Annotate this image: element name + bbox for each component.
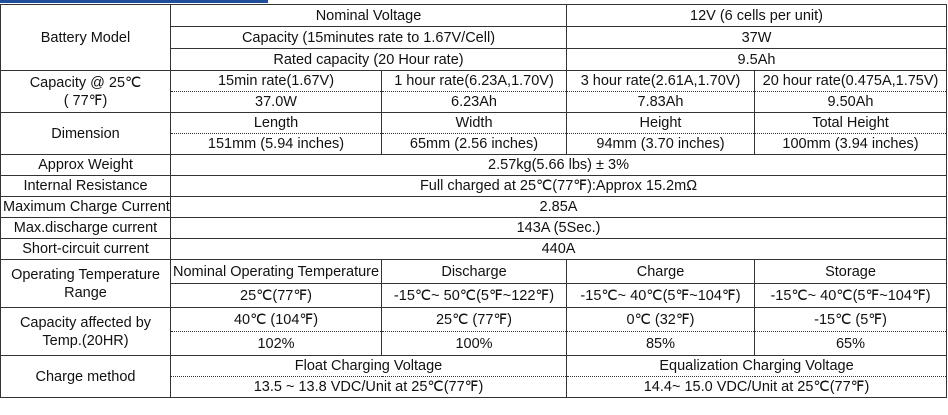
dimension-value: 94mm (3.70 inches) (567, 134, 755, 155)
operating-temp-value: -15℃~ 40℃(5℉~104℉) (567, 284, 755, 308)
capacity-rate-header: 15min rate(1.67V) (171, 71, 382, 92)
capacity-temp-value: 102% (171, 332, 382, 356)
capacity-rate-value: 6.23Ah (382, 92, 567, 113)
capacity-temp-condition: -15℃ (5℉) (755, 308, 947, 332)
capacity-25-label-line2: ( 77℉) (63, 92, 108, 109)
equalization-charging-header: Equalization Charging Voltage (567, 356, 947, 377)
capacity-15min-value: 37W (567, 27, 947, 49)
row-operating-temp-headers (1, 260, 947, 284)
dimension-header: Height (567, 113, 755, 134)
charge-method-label: Charge method (1, 356, 171, 398)
max-charge-current-value: 2.85A (171, 197, 947, 218)
max-discharge-current-value: 143A (5Sec.) (171, 218, 947, 239)
dimension-header: Width (382, 113, 567, 134)
capacity-temp-label (1, 308, 171, 356)
row-nominal-voltage (1, 5, 947, 27)
row-capacity-rate-headers (1, 71, 947, 92)
operating-temp-header: Storage (755, 260, 947, 284)
capacity-temp-value: 85% (567, 332, 755, 356)
row-short-circuit-current (1, 239, 947, 260)
dimension-value: 151mm (5.94 inches) (171, 134, 382, 155)
operating-temp-header: Nominal Operating Temperature (171, 260, 382, 284)
battery-model-label: Battery Model (1, 5, 171, 71)
approx-weight-value: 2.57kg(5.66 lbs) ± 3% (171, 155, 947, 176)
capacity-rate-header: 3 hour rate(2.61A,1.70V) (567, 71, 755, 92)
max-discharge-current-label: Max.discharge current (1, 218, 171, 239)
capacity-temp-value: 65% (755, 332, 947, 356)
approx-weight-label: Approx Weight (1, 155, 171, 176)
operating-temp-header: Charge (567, 260, 755, 284)
capacity-temp-condition: 25℃ (77℉) (382, 308, 567, 332)
row-capacity-temp-conditions (1, 308, 947, 332)
max-charge-current-label: Maximum Charge Current (1, 197, 171, 218)
capacity-temp-condition: 40℃ (104℉) (171, 308, 382, 332)
operating-temp-label (1, 260, 171, 308)
capacity-temp-value: 100% (382, 332, 567, 356)
row-charge-method-headers (1, 356, 947, 377)
nominal-voltage-label: Nominal Voltage (171, 5, 567, 27)
short-circuit-current-label: Short-circuit current (1, 239, 171, 260)
capacity-rate-header: 1 hour rate(6.23A,1.70V) (382, 71, 567, 92)
operating-temp-label-line1: Operating Temperature (11, 266, 160, 283)
capacity-25-label (1, 71, 171, 113)
equalization-charging-value: 14.4~ 15.0 VDC/Unit at 25℃(77℉) (567, 377, 947, 398)
dimension-header: Length (171, 113, 382, 134)
float-charging-value: 13.5 ~ 13.8 VDC/Unit at 25℃(77℉) (171, 377, 567, 398)
row-dimension-headers (1, 113, 947, 134)
nominal-voltage-value: 12V (6 cells per unit) (567, 5, 947, 27)
row-internal-resistance (1, 176, 947, 197)
header-accent-bar (0, 0, 268, 3)
capacity-25-label-line1: Capacity @ 25℃ (29, 74, 142, 91)
capacity-temp-label-line2: Temp.(20HR) (42, 332, 129, 349)
capacity-15min-label: Capacity (15minutes rate to 1.67V/Cell) (171, 27, 567, 49)
rated-capacity-value: 9.5Ah (567, 49, 947, 71)
dimension-label: Dimension (1, 113, 171, 155)
capacity-rate-value: 37.0W (171, 92, 382, 113)
dimension-value: 100mm (3.94 inches) (755, 134, 947, 155)
capacity-temp-condition: 0℃ (32℉) (567, 308, 755, 332)
operating-temp-label-line2: Range (64, 284, 107, 301)
operating-temp-value: -15℃~ 40℃(5℉~104℉) (755, 284, 947, 308)
row-max-charge-current (1, 197, 947, 218)
internal-resistance-value: Full charged at 25℃(77℉):Approx 15.2mΩ (171, 176, 947, 197)
capacity-temp-label-line1: Capacity affected by (19, 314, 152, 331)
internal-resistance-label: Internal Resistance (1, 176, 171, 197)
row-max-discharge-current (1, 218, 947, 239)
capacity-rate-header: 20 hour rate(0.475A,1.75V) (755, 71, 947, 92)
operating-temp-value: -15℃~ 50℃(5℉~122℉) (382, 284, 567, 308)
dimension-value: 65mm (2.56 inches) (382, 134, 567, 155)
float-charging-header: Float Charging Voltage (171, 356, 567, 377)
capacity-rate-value: 7.83Ah (567, 92, 755, 113)
short-circuit-current-value: 440A (171, 239, 947, 260)
battery-spec-table (0, 4, 947, 398)
operating-temp-value: 25℃(77℉) (171, 284, 382, 308)
operating-temp-header: Discharge (382, 260, 567, 284)
row-approx-weight (1, 155, 947, 176)
rated-capacity-label: Rated capacity (20 Hour rate) (171, 49, 567, 71)
capacity-rate-value: 9.50Ah (755, 92, 947, 113)
dimension-header: Total Height (755, 113, 947, 134)
